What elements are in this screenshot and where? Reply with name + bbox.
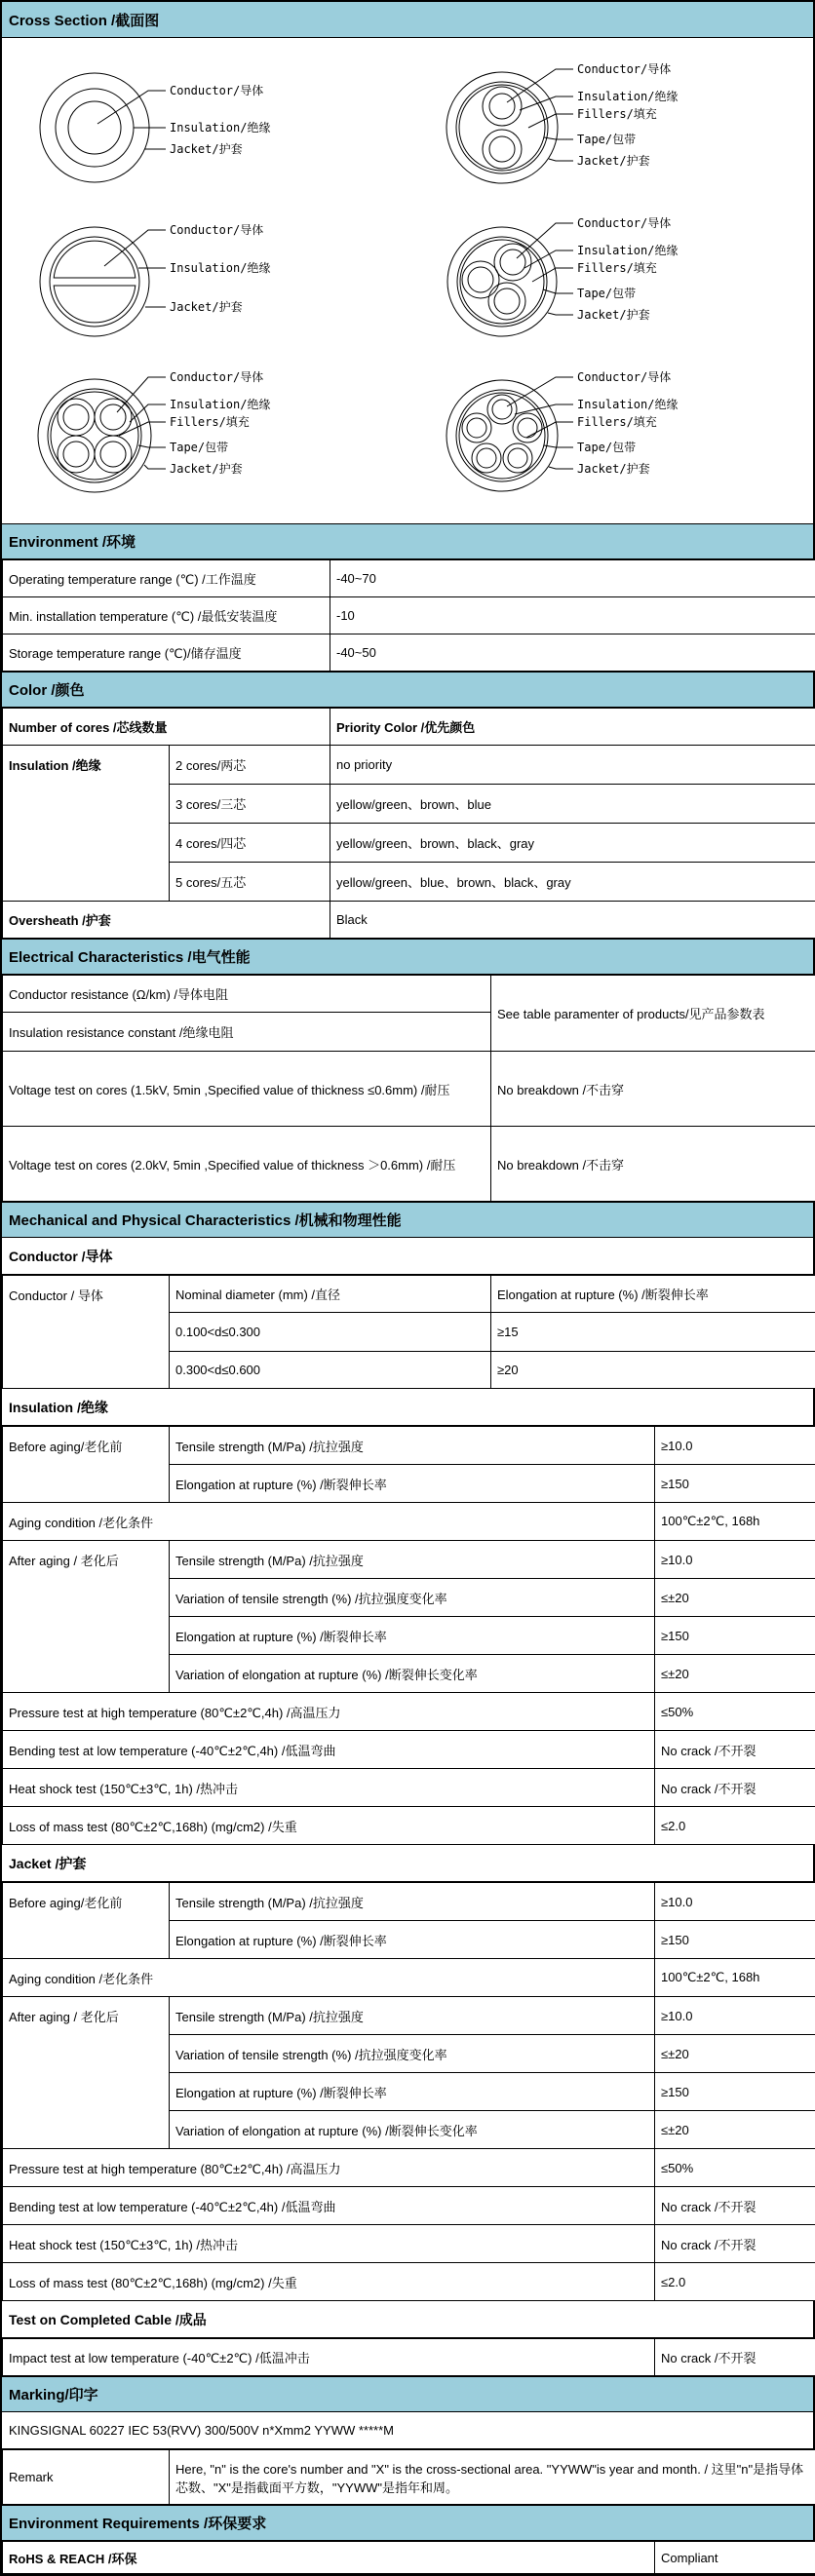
conductor-range: 0.300<d≤0.600 — [170, 1352, 491, 1389]
conductor-table — [2, 1275, 815, 1389]
subheader-conductor — [2, 1238, 813, 1275]
after-aging-label: After aging / 老化后 — [3, 1997, 170, 2149]
test-label: Pressure test at high temperature (80℃±2℃,4h) /高温压力 — [3, 1693, 655, 1731]
cable-cross-section-3core-image — [409, 206, 815, 352]
subheader-title: Jacket /护套 — [9, 1854, 86, 1873]
test-label: Loss of mass test (80℃±2℃,168h) (mg/cm2) /失重 — [3, 2263, 655, 2301]
subheader-completed-cable — [2, 2301, 813, 2338]
diagram-label-jacket: Jacket/护套 — [577, 461, 650, 476]
spec-label: Variation of elongation at rupture (%) /断裂伸长变化率 — [170, 1655, 655, 1693]
test-value: ≤2.0 — [655, 2263, 815, 2301]
table-row — [3, 1427, 815, 1465]
subheader-jacket — [2, 1845, 813, 1882]
spec-label: Tensile strength (M/Pa) /抗拉强度 — [170, 1997, 655, 2035]
table-row — [3, 1731, 815, 1769]
color-row-colors: no priority — [330, 746, 815, 785]
table-row — [3, 2225, 815, 2263]
section-title: Environment Requirements /环保要求 — [9, 2513, 266, 2533]
spec-label: Variation of tensile strength (%) /抗拉强度变化率 — [170, 1579, 655, 1617]
table-row — [3, 1127, 815, 1202]
conductor-value: ≥20 — [491, 1352, 815, 1389]
diagram-label-jacket: Jacket/护套 — [577, 307, 650, 322]
diagram-label-insulation: Insulation/绝缘 — [170, 397, 270, 411]
spec-label: Tensile strength (M/Pa) /抗拉强度 — [170, 1541, 655, 1579]
test-value: No crack /不开裂 — [655, 2225, 815, 2263]
table-row — [3, 709, 815, 746]
diagram-1-core-split — [2, 206, 409, 352]
spec-label: Tensile strength (M/Pa) /抗拉强度 — [170, 1883, 655, 1921]
elec-row-value: No breakdown /不击穿 — [491, 1127, 815, 1202]
table-row — [3, 1883, 815, 1921]
env-requirements-table — [2, 2541, 815, 2574]
diagram-label-jacket: Jacket/护套 — [577, 153, 650, 168]
table-row — [3, 1541, 815, 1579]
conductor-range: 0.100<d≤0.300 — [170, 1313, 491, 1352]
color-row-cores: 3 cores/三芯 — [170, 785, 330, 824]
section-title: Cross Section /截面图 — [9, 10, 159, 30]
before-aging-label: Before aging/老化前 — [3, 1427, 170, 1503]
color-row-cores: 4 cores/四芯 — [170, 824, 330, 863]
diagram-label-insulation: Insulation/绝缘 — [170, 260, 270, 275]
remark-text: Here, "n" is the core's number and "X" is the cross-sectional area. "YYWW"is year and month. / 这里"n"是指导体芯数、"X"是指截面平方数，"YYWW"是指年和周。 — [170, 2450, 815, 2505]
table-row — [3, 634, 815, 672]
marking-line: KINGSIGNAL 60227 IEC 53(RVV) 300/500V n*Xmm2 YYWW *****M — [2, 2412, 813, 2449]
table-row — [3, 1503, 815, 1541]
spec-label: Tensile strength (M/Pa) /抗拉强度 — [170, 1427, 655, 1465]
spec-value: ≥10.0 — [655, 1541, 815, 1579]
subheader-insulation — [2, 1389, 813, 1426]
spec-label: Elongation at rupture (%) /断裂伸长率 — [170, 2073, 655, 2111]
subheader-title: Test on Completed Cable /成品 — [9, 2310, 207, 2329]
env-row-label: Min. installation temperature (℃) /最低安装温度 — [3, 597, 330, 634]
color-row-colors: yellow/green、brown、blue — [330, 785, 815, 824]
section-header-marking — [2, 2376, 813, 2412]
table-row — [3, 2542, 815, 2574]
elec-row-label: Voltage test on cores (1.5kV, 5min ,Specified value of thickness ≤0.6mm) /耐压 — [3, 1052, 491, 1127]
rohs-label: RoHS & REACH /环保 — [3, 2542, 655, 2574]
jacket-table — [2, 1882, 815, 2301]
section-header-env-requirements — [2, 2505, 813, 2541]
table-row — [3, 976, 815, 1013]
diagram-label-fillers: Fillers/填充 — [170, 414, 250, 429]
color-row-cores: 2 cores/两芯 — [170, 746, 330, 785]
subheader-title: Insulation /绝缘 — [9, 1398, 108, 1417]
oversheath-value: Black — [330, 902, 815, 939]
spec-value: ≥150 — [655, 1465, 815, 1503]
table-row — [3, 1997, 815, 2035]
diagram-label-conductor: Conductor/导体 — [170, 222, 263, 237]
test-label: Impact test at low temperature (-40℃±2℃) /低温冲击 — [3, 2339, 655, 2376]
spec-value: ≥150 — [655, 1617, 815, 1655]
table-row — [3, 2339, 815, 2376]
diagram-label-jacket: Jacket/护套 — [170, 461, 243, 476]
table-row — [3, 2450, 815, 2505]
diagram-label-insulation: Insulation/绝缘 — [170, 120, 270, 135]
section-header-cross-section — [2, 2, 813, 38]
spec-value: ≥150 — [655, 2073, 815, 2111]
spec-value: ≤±20 — [655, 1655, 815, 1693]
env-row-value: -40~50 — [330, 634, 815, 672]
spec-label: Variation of elongation at rupture (%) /断裂伸长变化率 — [170, 2111, 655, 2149]
color-insulation-label: Insulation /绝缘 — [3, 746, 170, 902]
table-row — [3, 2263, 815, 2301]
spec-value: ≥150 — [655, 1921, 815, 1959]
cable-cross-section-1core-image — [2, 52, 409, 198]
diagram-label-jacket: Jacket/护套 — [170, 141, 243, 156]
conductor-col-diameter: Nominal diameter (mm) /直径 — [170, 1276, 491, 1313]
table-row — [3, 560, 815, 597]
color-table — [2, 708, 815, 939]
spec-label: Variation of tensile strength (%) /抗拉强度变化率 — [170, 2035, 655, 2073]
elec-merged-value: See table paramenter of products/见产品参数表 — [491, 976, 815, 1052]
test-label: Bending test at low temperature (-40℃±2℃,4h) /低温弯曲 — [3, 2187, 655, 2225]
diagram-label-conductor: Conductor/导体 — [577, 61, 671, 76]
conductor-value: ≥15 — [491, 1313, 815, 1352]
test-label: Loss of mass test (80℃±2℃,168h) (mg/cm2) /失重 — [3, 1807, 655, 1845]
spec-value: ≤±20 — [655, 2111, 815, 2149]
test-value: No crack /不开裂 — [655, 1769, 815, 1807]
rohs-value: Compliant — [655, 2542, 815, 2574]
table-row — [3, 902, 815, 939]
environment-table — [2, 559, 815, 672]
diagram-label-conductor: Conductor/导体 — [170, 369, 263, 384]
diagram-label-tape: Tape/包带 — [577, 440, 636, 454]
table-row — [3, 1807, 815, 1845]
table-row — [3, 746, 815, 785]
cable-cross-section-1core-split-image — [2, 206, 409, 352]
diagram-label-tape: Tape/包带 — [170, 440, 228, 454]
subheader-title: Conductor /导体 — [9, 1247, 113, 1266]
elec-row-label: Insulation resistance constant /绝缘电阻 — [3, 1013, 491, 1052]
env-row-label: Operating temperature range (℃) /工作温度 — [3, 560, 330, 597]
diagram-label-fillers: Fillers/填充 — [577, 260, 657, 275]
completed-cable-table — [2, 2338, 815, 2376]
spec-label: Elongation at rupture (%) /断裂伸长率 — [170, 1921, 655, 1959]
section-title: Marking/印字 — [9, 2384, 98, 2404]
env-row-label: Storage temperature range (℃)/储存温度 — [3, 634, 330, 672]
conductor-row-label: Conductor / 导体 — [3, 1276, 170, 1389]
color-row-cores: 5 cores/五芯 — [170, 863, 330, 902]
test-value: No crack /不开裂 — [655, 2187, 815, 2225]
section-header-mechanical — [2, 1202, 813, 1238]
elec-row-label: Voltage test on cores (2.0kV, 5min ,Specified value of thickness ＞0.6mm) /耐压 — [3, 1127, 491, 1202]
aging-condition-label: Aging condition /老化条件 — [3, 1959, 655, 1997]
section-header-environment — [2, 523, 813, 559]
test-value: ≤50% — [655, 1693, 815, 1731]
insulation-table — [2, 1426, 815, 1845]
table-row — [3, 2149, 815, 2187]
table-row — [3, 597, 815, 634]
color-row-colors: yellow/green、blue、brown、black、gray — [330, 863, 815, 902]
spec-label: Elongation at rupture (%) /断裂伸长率 — [170, 1617, 655, 1655]
spec-value: ≥10.0 — [655, 1883, 815, 1921]
cable-cross-section-2core-image — [409, 52, 815, 198]
section-header-electrical — [2, 939, 813, 975]
diagram-label-fillers: Fillers/填充 — [577, 106, 657, 121]
diagram-4-core — [2, 360, 409, 506]
spec-value: ≤±20 — [655, 2035, 815, 2073]
diagram-1-core — [2, 52, 409, 198]
table-row — [3, 1959, 815, 1997]
aging-condition-value: 100℃±2℃, 168h — [655, 1503, 815, 1541]
test-value: No crack /不开裂 — [655, 2339, 815, 2376]
marking-remark-table — [2, 2449, 815, 2505]
oversheath-label: Oversheath /护套 — [3, 902, 330, 939]
table-row — [3, 1052, 815, 1127]
test-label: Heat shock test (150℃±3℃, 1h) /热冲击 — [3, 1769, 655, 1807]
env-row-value: -10 — [330, 597, 815, 634]
env-row-value: -40~70 — [330, 560, 815, 597]
cable-cross-section-5core-image — [409, 360, 815, 506]
diagram-label-insulation: Insulation/绝缘 — [577, 243, 678, 257]
diagram-3-core — [409, 206, 815, 352]
section-header-color — [2, 672, 813, 708]
test-value: No crack /不开裂 — [655, 1731, 815, 1769]
conductor-col-elongation: Elongation at rupture (%) /断裂伸长率 — [491, 1276, 815, 1313]
table-row — [3, 2187, 815, 2225]
elec-row-value: No breakdown /不击穿 — [491, 1052, 815, 1127]
spec-label: Elongation at rupture (%) /断裂伸长率 — [170, 1465, 655, 1503]
diagram-label-jacket: Jacket/护套 — [170, 299, 243, 314]
diagram-label-conductor: Conductor/导体 — [577, 215, 671, 230]
remark-label: Remark — [3, 2450, 170, 2505]
after-aging-label: After aging / 老化后 — [3, 1541, 170, 1693]
diagram-label-tape: Tape/包带 — [577, 132, 636, 146]
diagram-label-fillers: Fillers/填充 — [577, 414, 657, 429]
diagram-label-tape: Tape/包带 — [577, 286, 636, 300]
color-row-colors: yellow/green、brown、black、gray — [330, 824, 815, 863]
section-title: Environment /环境 — [9, 531, 136, 552]
diagram-label-conductor: Conductor/导体 — [170, 83, 263, 97]
table-row — [3, 1693, 815, 1731]
table-row — [3, 1769, 815, 1807]
cable-cross-section-4core-image — [2, 360, 409, 506]
test-label: Bending test at low temperature (-40℃±2℃,4h) /低温弯曲 — [3, 1731, 655, 1769]
test-value: ≤50% — [655, 2149, 815, 2187]
section-title: Mechanical and Physical Characteristics /机械和物理性能 — [9, 1210, 402, 1230]
test-value: ≤2.0 — [655, 1807, 815, 1845]
color-header-priority: Priority Color /优先颜色 — [330, 709, 815, 746]
spec-value: ≥10.0 — [655, 1997, 815, 2035]
test-label: Heat shock test (150℃±3℃, 1h) /热冲击 — [3, 2225, 655, 2263]
section-title: Color /颜色 — [9, 679, 85, 700]
elec-row-label: Conductor resistance (Ω/km) /导体电阻 — [3, 976, 491, 1013]
diagram-2-core — [409, 52, 815, 198]
aging-condition-label: Aging condition /老化条件 — [3, 1503, 655, 1541]
section-title: Electrical Characteristics /电气性能 — [9, 946, 251, 967]
aging-condition-value: 100℃±2℃, 168h — [655, 1959, 815, 1997]
spec-value: ≤±20 — [655, 1579, 815, 1617]
diagram-label-insulation: Insulation/绝缘 — [577, 397, 678, 411]
color-header-cores: Number of cores /芯线数量 — [3, 709, 330, 746]
diagram-label-conductor: Conductor/导体 — [577, 369, 671, 384]
before-aging-label: Before aging/老化前 — [3, 1883, 170, 1959]
table-row — [3, 1276, 815, 1313]
diagram-label-insulation: Insulation/绝缘 — [577, 89, 678, 103]
spec-value: ≥10.0 — [655, 1427, 815, 1465]
diagram-5-core — [409, 360, 815, 506]
cross-section-diagrams — [2, 38, 813, 523]
test-label: Pressure test at high temperature (80℃±2℃,4h) /高温压力 — [3, 2149, 655, 2187]
electrical-table — [2, 975, 815, 1202]
